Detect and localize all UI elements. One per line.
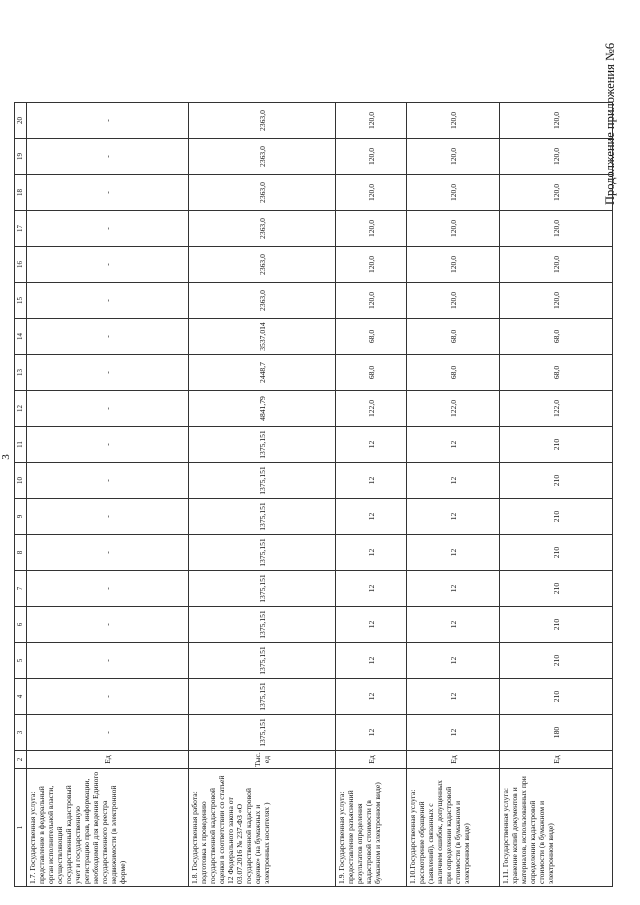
value-cell: 12 — [407, 679, 500, 715]
header-cell: 4 — [15, 679, 27, 715]
value-cell: 120,0 — [407, 103, 500, 139]
value-cell: 12 — [336, 463, 407, 499]
header-cell: 7 — [15, 571, 27, 607]
value-cell: 3537,014 — [189, 319, 336, 355]
table-row — [336, 103, 407, 887]
header-cell: 3 — [15, 715, 27, 751]
appendix-label: Продолжение приложения №6 — [603, 42, 617, 205]
value-cell: - — [27, 499, 189, 535]
value-cell: 120,0 — [407, 211, 500, 247]
row-unit: Ед — [27, 751, 189, 769]
header-cell: 10 — [15, 463, 27, 499]
value-cell: 1375,151 — [189, 535, 336, 571]
header-cell: 6 — [15, 607, 27, 643]
row-name: 1.9. Государственная услуга: предоставление разъяснений результатов определения кадастровой стоимости (в бумажном и электронном виде) — [336, 769, 407, 887]
value-cell: - — [27, 319, 189, 355]
value-cell: 1375,151 — [189, 463, 336, 499]
value-cell: 2363,0 — [189, 247, 336, 283]
value-cell: - — [27, 535, 189, 571]
value-cell: 180 — [500, 715, 613, 751]
header-cell: 17 — [15, 211, 27, 247]
value-cell: 122,0 — [407, 391, 500, 427]
value-cell: 12 — [407, 463, 500, 499]
value-cell: 2363,0 — [189, 175, 336, 211]
value-cell: 120,0 — [407, 139, 500, 175]
value-cell: 1375,151 — [189, 679, 336, 715]
value-cell: 12 — [336, 427, 407, 463]
table-row — [189, 103, 336, 887]
header-cell: 20 — [15, 103, 27, 139]
data-table — [14, 102, 613, 887]
value-cell: 122,0 — [500, 391, 613, 427]
header-cell: 1 — [15, 769, 27, 887]
value-cell: - — [27, 571, 189, 607]
value-cell: 1375,151 — [189, 571, 336, 607]
value-cell: 210 — [500, 607, 613, 643]
header-cell: 16 — [15, 247, 27, 283]
header-cell: 11 — [15, 427, 27, 463]
value-cell: - — [27, 211, 189, 247]
value-cell: 12 — [336, 499, 407, 535]
value-cell: - — [27, 391, 189, 427]
value-cell: 210 — [500, 499, 613, 535]
value-cell: 12 — [407, 427, 500, 463]
header-cell: 5 — [15, 643, 27, 679]
value-cell: 68,0 — [500, 319, 613, 355]
value-cell: - — [27, 679, 189, 715]
value-cell: - — [27, 607, 189, 643]
value-cell: 12 — [407, 643, 500, 679]
value-cell: 210 — [500, 643, 613, 679]
value-cell: 1375,151 — [189, 499, 336, 535]
value-cell: 1375,151 — [189, 607, 336, 643]
value-cell: 12 — [336, 607, 407, 643]
value-cell: 2363,0 — [189, 283, 336, 319]
value-cell: 12 — [407, 715, 500, 751]
value-cell: 12 — [407, 535, 500, 571]
value-cell: 4841,79 — [189, 391, 336, 427]
value-cell: 120,0 — [336, 103, 407, 139]
value-cell: 68,0 — [407, 355, 500, 391]
value-cell: 12 — [407, 499, 500, 535]
header-cell: 9 — [15, 499, 27, 535]
table-row — [500, 103, 613, 887]
value-cell: - — [27, 427, 189, 463]
header-cell: 19 — [15, 139, 27, 175]
value-cell: 122,0 — [336, 391, 407, 427]
value-cell: 12 — [336, 715, 407, 751]
row-name: 1.11. Государственная услуга: хранение копий документов и материалов, использованных при определении кадастровой стоимости (в бумажном и электронном виде) — [500, 769, 613, 887]
value-cell: - — [27, 139, 189, 175]
row-unit: Ед — [407, 751, 500, 769]
row-name: 1.10.Государственная услуга: рассмотрение обращений (заявлений), связанных с наличием ошибок, допущенных при определении кадастровой стоимости (в бумажном и электронном виде) — [407, 769, 500, 887]
header-cell: 8 — [15, 535, 27, 571]
header-cell: 12 — [15, 391, 27, 427]
table-row — [407, 103, 500, 887]
row-unit: Тыс.ед — [189, 751, 336, 769]
value-cell: 12 — [336, 679, 407, 715]
value-cell: 120,0 — [407, 283, 500, 319]
value-cell: 1375,151 — [189, 427, 336, 463]
value-cell: - — [27, 103, 189, 139]
row-unit: Ед — [336, 751, 407, 769]
value-cell: 2363,0 — [189, 139, 336, 175]
header-cell: 15 — [15, 283, 27, 319]
value-cell: 1375,151 — [189, 643, 336, 679]
value-cell: - — [27, 355, 189, 391]
value-cell: 1375,151 — [189, 715, 336, 751]
header-row — [15, 103, 27, 887]
row-name: 1.7. Государственная услуга: представление в федеральный орган исполнительной власти, осуществляющий государственный кадастровый учет и государственную регистрацию прав, информации, необходимой для ведения Единого государственного реестра недвижимости (в электронной форме) — [27, 769, 189, 887]
page-number: 3 — [0, 454, 12, 460]
value-cell: 120,0 — [407, 175, 500, 211]
value-cell: 12 — [336, 571, 407, 607]
value-cell: 68,0 — [500, 355, 613, 391]
value-cell: 210 — [500, 571, 613, 607]
value-cell: - — [27, 175, 189, 211]
value-cell: - — [27, 715, 189, 751]
value-cell: 120,0 — [336, 175, 407, 211]
value-cell: 120,0 — [336, 211, 407, 247]
value-cell: 12 — [336, 643, 407, 679]
value-cell: 120,0 — [336, 247, 407, 283]
value-cell: 68,0 — [336, 355, 407, 391]
table-row — [27, 103, 189, 887]
value-cell: 210 — [500, 463, 613, 499]
value-cell: - — [27, 283, 189, 319]
value-cell: 120,0 — [500, 175, 613, 211]
value-cell: 12 — [407, 571, 500, 607]
value-cell: 68,0 — [407, 319, 500, 355]
header-cell: 13 — [15, 355, 27, 391]
header-cell: 18 — [15, 175, 27, 211]
value-cell: 120,0 — [500, 103, 613, 139]
value-cell: 120,0 — [500, 283, 613, 319]
value-cell: 2363,0 — [189, 103, 336, 139]
value-cell: 210 — [500, 427, 613, 463]
header-cell: 2 — [15, 751, 27, 769]
value-cell: 120,0 — [500, 211, 613, 247]
value-cell: 210 — [500, 535, 613, 571]
value-cell: 120,0 — [500, 247, 613, 283]
value-cell: 12 — [336, 535, 407, 571]
value-cell: - — [27, 643, 189, 679]
value-cell: 210 — [500, 679, 613, 715]
header-cell: 14 — [15, 319, 27, 355]
value-cell: - — [27, 247, 189, 283]
value-cell: 2363,0 — [189, 211, 336, 247]
value-cell: 120,0 — [336, 139, 407, 175]
value-cell: 68,0 — [336, 319, 407, 355]
value-cell: 12 — [407, 607, 500, 643]
row-unit: Ед — [500, 751, 613, 769]
value-cell: 120,0 — [407, 247, 500, 283]
value-cell: - — [27, 463, 189, 499]
value-cell: 120,0 — [336, 283, 407, 319]
value-cell: 2448,7 — [189, 355, 336, 391]
value-cell: 120,0 — [500, 139, 613, 175]
row-name: 1.8. Государственная работа: подготовка к проведению государственной кадастровой оценки в соответствии со статьей 12 Федерального закона от 03.07.2016 № 237-ФЗ «О государственной кадастровой оценке» (на бумажных и электронных носителях ) — [189, 769, 336, 887]
